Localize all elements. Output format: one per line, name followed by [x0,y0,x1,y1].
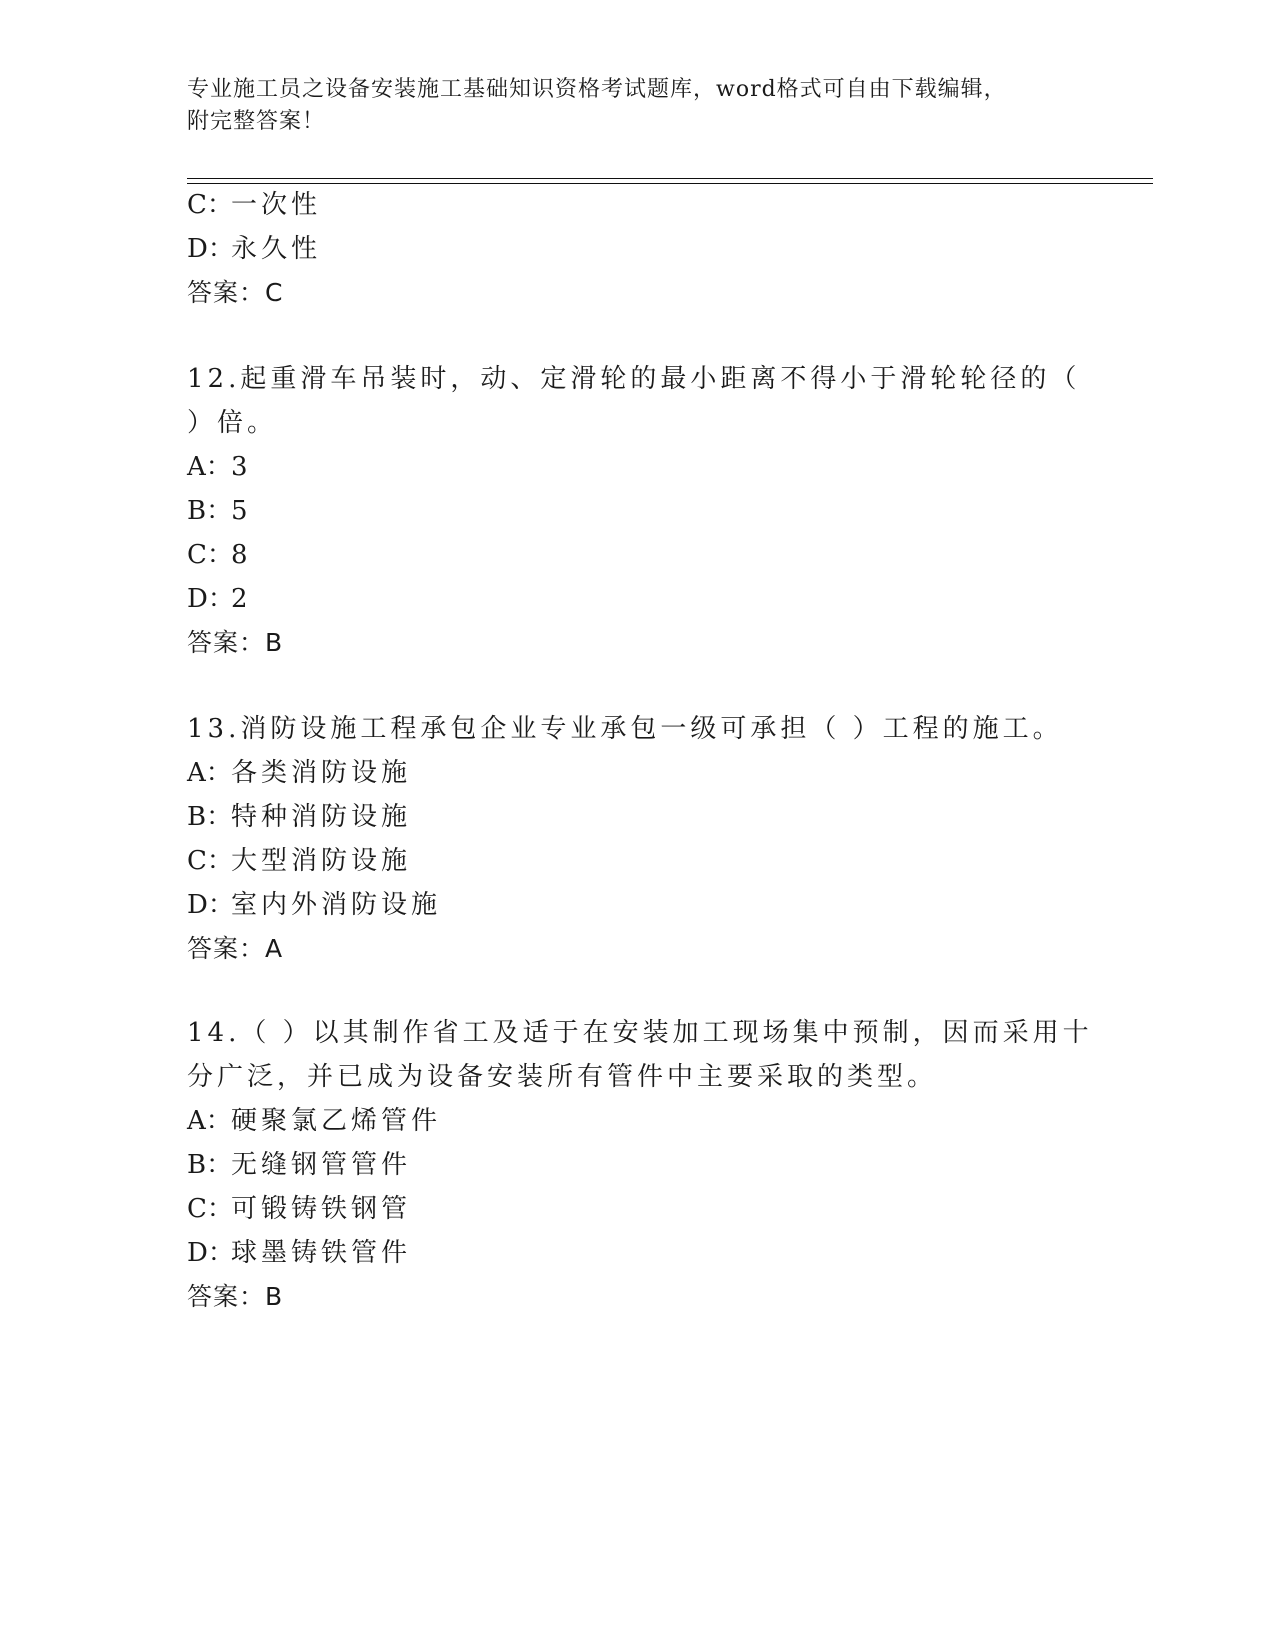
q12-option-b [187,494,252,528]
option-key: C： [187,540,233,570]
option-text: 大型消防设施 [231,846,412,876]
option-key: D： [187,890,234,920]
option-text: 特种消防设施 [231,802,412,832]
q14-option-a [187,1104,441,1138]
option-key: D： [187,1238,234,1268]
option-key: B： [187,1150,233,1180]
option-text: 球墨铸铁管件 [231,1238,412,1268]
option-text: 硬聚氯乙烯管件 [231,1106,442,1136]
prev-option-c [187,188,321,222]
q12-option-a [187,450,252,484]
q13-stem-line-1: 13.消防设施工程承包企业专业承包一级可承担（ ）工程的施工。 [187,714,1063,744]
option-key: A： [187,758,232,788]
header-divider-bottom [187,183,1153,184]
option-key: A： [187,1106,232,1136]
option-text: 无缝钢管管件 [231,1150,412,1180]
q12-option-c [187,538,252,572]
option-key: B： [187,496,233,526]
q12-answer: 答案：B [187,628,284,657]
q12-option-d [187,582,252,616]
q14-option-b [187,1148,411,1182]
option-text: 3 [231,452,252,482]
option-text: 室内外消防设施 [231,890,442,920]
q13-option-c [187,844,411,878]
q14-answer: 答案：B [187,1282,284,1311]
prev-answer: 答案：C [187,278,284,307]
q14-stem-line-2: 分广泛，并已成为设备安装所有管件中主要采取的类型。 [187,1062,938,1092]
q14-option-c [187,1192,411,1226]
option-key: D： [187,584,234,614]
header-line-1: 专业施工员之设备安装施工基础知识资格考试题库，word格式可自由下载编辑， [187,77,1007,102]
option-text: 8 [231,540,252,570]
option-key: C： [187,846,233,876]
option-key: A： [187,452,232,482]
q12-stem-line-2: ）倍。 [187,408,278,438]
q14-option-d [187,1236,411,1270]
option-text: 2 [231,584,252,614]
q13-option-a [187,756,411,790]
q13-answer: 答案：A [187,934,284,963]
q13-option-d [187,888,441,922]
prev-option-d [187,232,321,266]
document-header [187,74,1067,138]
option-text: 永久性 [231,234,322,264]
header-divider-top [187,178,1153,179]
option-key: C： [187,1194,233,1224]
q13-option-b [187,800,411,834]
option-key: D： [187,234,234,264]
option-text: 5 [231,496,252,526]
option-text: 一次性 [231,190,322,220]
q12-stem-line-1: 12.起重滑车吊装时，动、定滑轮的最小距离不得小于滑轮轮径的（ [187,364,1081,394]
option-text: 可锻铸铁钢管 [231,1194,412,1224]
option-key: C： [187,190,233,220]
option-key: B： [187,802,233,832]
q14-stem-line-1: 14.（ ）以其制作省工及适于在安装加工现场集中预制，因而采用十 [187,1018,1093,1048]
header-line-2: 附完整答案！ [187,109,326,134]
option-text: 各类消防设施 [231,758,412,788]
